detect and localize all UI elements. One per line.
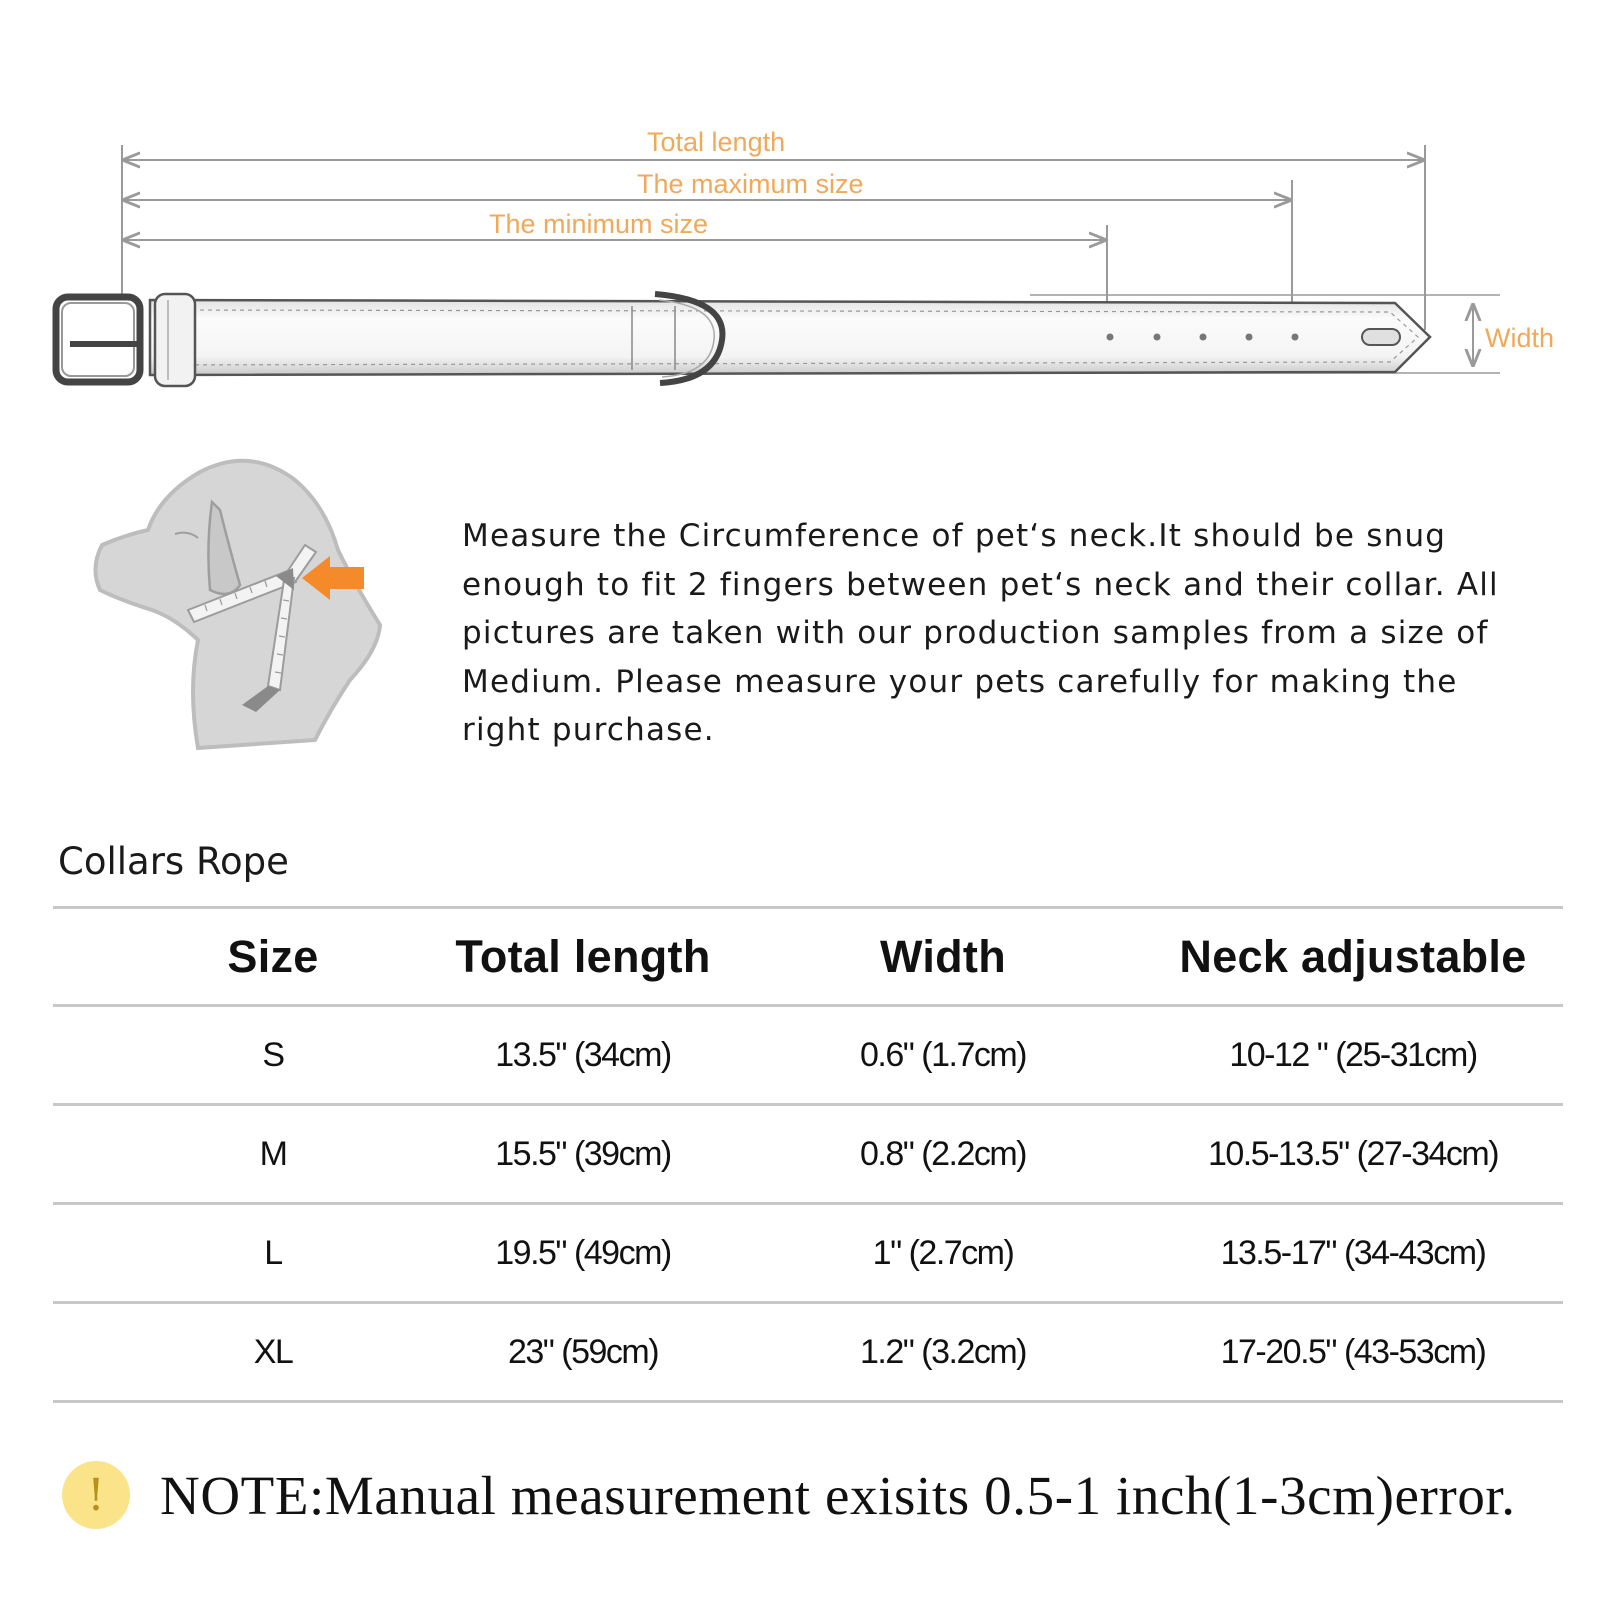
total-length-label: Total length — [647, 127, 786, 157]
table-row — [53, 1304, 1563, 1403]
dog-measuring-illustration — [80, 450, 400, 770]
table-title: Collars Rope — [58, 840, 289, 883]
cell-size: XL — [253, 1332, 293, 1371]
cell-size: S — [262, 1035, 284, 1074]
measurement-note — [62, 1455, 1516, 1535]
table-row — [53, 1007, 1563, 1106]
max-size-label: The maximum size — [637, 169, 864, 199]
cell-total-length: 23" (59cm) — [507, 1332, 659, 1371]
cell-total-length: 15.5" (39cm) — [495, 1134, 671, 1173]
cell-total-length: 13.5" (34cm) — [495, 1035, 671, 1074]
collar-strap — [150, 294, 1430, 386]
cell-neck-adjustable: 10.5-13.5" (27-34cm) — [1207, 1134, 1499, 1173]
collar-diagram-svg — [0, 0, 1600, 420]
measuring-instructions: Measure the Circumference of pet‘s neck.It should be snug enough to fit 2 fingers between pet‘s neck and their collar. All pictures are taken with our production samples from a size of Medium. Please measure your pets carefully for making the right purchase. — [462, 518, 1499, 748]
header-total-length: Total length — [455, 930, 711, 982]
table-row — [53, 1106, 1563, 1205]
width-label: Width — [1485, 323, 1555, 353]
cell-total-length: 19.5" (49cm) — [495, 1233, 671, 1272]
cell-width: 1" (2.7cm) — [872, 1233, 1014, 1272]
cell-neck-adjustable: 10-12 " (25-31cm) — [1229, 1035, 1477, 1074]
header-neck-adjustable: Neck adjustable — [1179, 930, 1527, 982]
cell-width: 1.2" (3.2cm) — [859, 1332, 1026, 1371]
header-size: Size — [227, 930, 319, 982]
table-header-row — [53, 906, 1563, 1007]
dog-head-svg — [80, 450, 400, 770]
size-table — [53, 906, 1563, 1403]
note-text: NOTE:Manual measurement exisits 0.5-1 inch(1-3cm)error. — [160, 1464, 1516, 1526]
table-row — [53, 1205, 1563, 1304]
buckle — [56, 297, 140, 382]
cell-width: 0.6" (1.7cm) — [859, 1035, 1026, 1074]
cell-neck-adjustable: 17-20.5" (43-53cm) — [1220, 1332, 1486, 1371]
cell-size: L — [264, 1233, 282, 1272]
cell-size: M — [259, 1134, 287, 1173]
collar-diagram — [0, 0, 1600, 420]
cell-width: 0.8" (2.2cm) — [859, 1134, 1026, 1173]
cell-neck-adjustable: 13.5-17" (34-43cm) — [1220, 1233, 1486, 1272]
min-size-label: The minimum size — [489, 209, 709, 239]
header-width: Width — [879, 930, 1007, 982]
tip-rivet — [1362, 329, 1400, 345]
warning-icon: ! — [62, 1461, 130, 1529]
